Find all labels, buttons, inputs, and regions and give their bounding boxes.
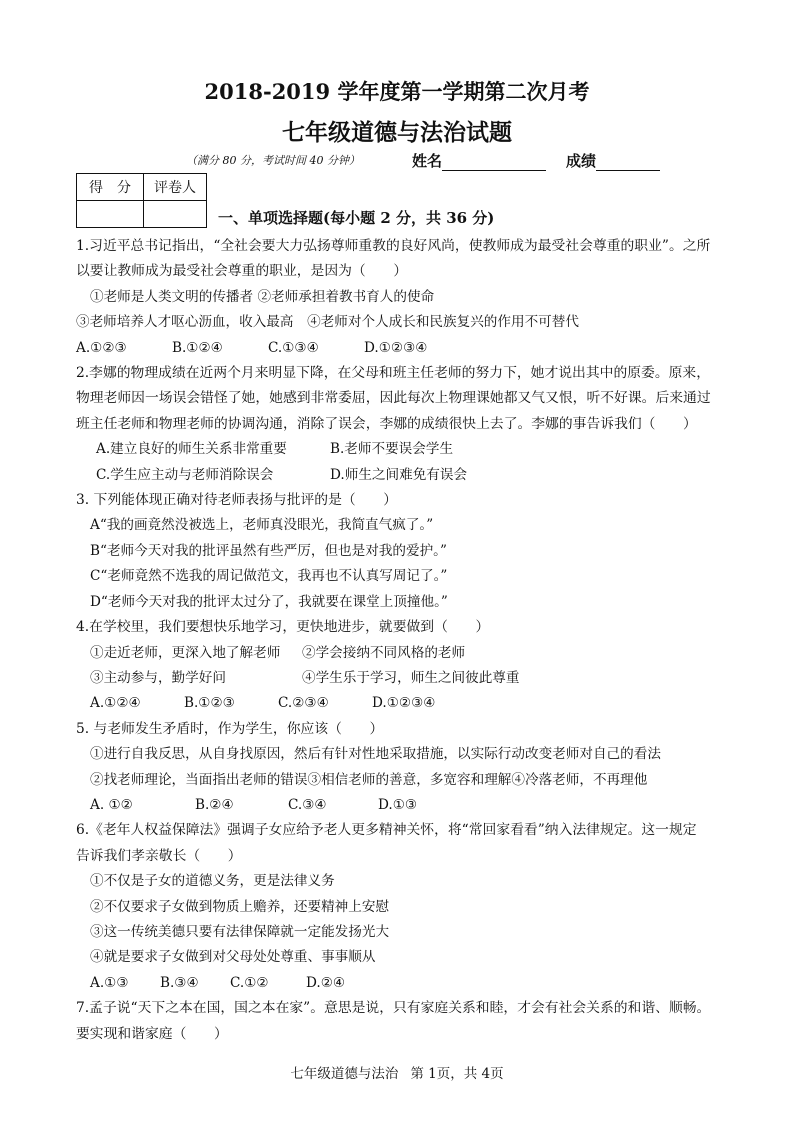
- question-stem: 要实现和谐家庭（ ）: [76, 1025, 228, 1042]
- question-stem: 1.习近平总书记指出，“全社会要大力弘扬尊师重教的良好风尚，使教师成为最受社会尊重的职业”。之所: [76, 238, 711, 254]
- statement-line: ②找老师理论，当面指出老师的错误③相信老师的善意，多宽容和理解④冷落老师，不再理他: [90, 771, 648, 788]
- name-label: 姓名: [412, 152, 443, 170]
- option-b[interactable]: B.老师不要误会学生: [330, 441, 454, 458]
- name-field: [412, 150, 546, 171]
- statement-item: ②学会接纳不同风格的老师: [302, 644, 466, 661]
- statement-item: ③主动参与，勤学好问: [90, 669, 226, 686]
- score-field: [566, 150, 660, 171]
- option-b[interactable]: B.①②④: [172, 339, 223, 356]
- statement-line: ③这一传统美德只要有法律保障就一定能发扬光大: [90, 923, 390, 940]
- score-label: 成绩: [566, 152, 597, 170]
- option-d[interactable]: D.①②③④: [372, 695, 436, 712]
- page-footer: [0, 1062, 794, 1082]
- answer-options: [76, 463, 726, 488]
- option-b[interactable]: B.③④: [160, 974, 199, 991]
- question-stem: 6.《老年人权益保障法》强调子女应给予老人更多精神关怀，将“常回家看看”纳入法律规定。这一规定: [76, 822, 697, 839]
- option-a[interactable]: A.①②③: [76, 339, 127, 356]
- option-b[interactable]: B.①②③: [184, 695, 235, 712]
- answer-options: [76, 793, 726, 818]
- question-stem: 2.李娜的物理成绩在近两个月来明显下降，在父母和班主任老师的努力下，她才说出其中的原委。原来，: [76, 365, 711, 382]
- statement-line: [76, 641, 726, 666]
- question-stem: 7.孟子说“天下之本在国，国之本在家”。意思是说，只有家庭关系和睦，才会有社会关系的和谐、顺畅。: [76, 1000, 711, 1017]
- statement-line: [76, 666, 726, 691]
- option-b[interactable]: B“老师今天对我的批评虽然有些严厉，但也是对我的爱护。”: [90, 542, 447, 559]
- answer-options: [76, 437, 726, 462]
- option-d[interactable]: D“老师今天对我的批评太过分了，我就要在课堂上顶撞他。”: [90, 593, 448, 610]
- name-blank[interactable]: [442, 155, 546, 171]
- exam-title: 2018-2019 学年度第一学期第二次月考: [204, 79, 590, 104]
- statement-item: ①走近老师，更深入地了解老师: [90, 644, 281, 661]
- footer-page-number: 第 1页，共 4页: [410, 1066, 504, 1082]
- statement-line: ②不仅要求子女做到物质上赡养，还要精神上安慰: [90, 898, 390, 915]
- score-table: [76, 173, 207, 228]
- grader-header: 评卷人: [144, 174, 207, 201]
- answer-options: [76, 691, 726, 716]
- answer-options: [76, 336, 726, 361]
- score-blank[interactable]: [596, 155, 660, 171]
- score-header: 得 分: [77, 174, 144, 201]
- question-stem: 物理老师因一场误会错怪了她，她感到非常委屈，因此每次上物理课她都又气又恨，听不好课。后来通过: [76, 390, 711, 407]
- option-d[interactable]: D.①②③④: [364, 339, 428, 356]
- statement-line: ①进行自我反思，从自身找原因，然后有针对性地采取措施，以实际行动改变老师对自己的看法: [90, 746, 661, 763]
- option-a[interactable]: A“我的画竟然没被选上，老师真没眼光，我简直气疯了。”: [90, 517, 434, 534]
- section-title: 一、单项选择题(每小题 2 分，共 36 分): [218, 209, 495, 227]
- exam-meta: （满分 80 分，考试时间 40 分钟）: [186, 154, 360, 167]
- statement-item: ④学生乐于学习，师生之间彼此尊重: [302, 669, 520, 686]
- option-a[interactable]: A.①②④: [90, 695, 141, 712]
- statement-line: ①不仅是子女的道德义务，更是法律义务: [90, 873, 335, 890]
- option-c[interactable]: C.②③④: [278, 695, 329, 712]
- question-stem: 班主任老师和物理老师的协调沟通，消除了误会，李娜的成绩很快上去了。李娜的事告诉我们（ ）: [76, 415, 697, 432]
- option-d[interactable]: D.②④: [306, 974, 346, 991]
- question-stem: 4.在学校里，我们要想快乐地学习，更快地进步，就要做到（ ）: [76, 619, 490, 636]
- question-stem: 3. 下列能体现正确对待老师表扬与批评的是（ ）: [76, 492, 398, 509]
- option-c[interactable]: C.①②: [230, 974, 269, 991]
- option-c[interactable]: C.学生应主动与老师消除误会: [96, 466, 274, 483]
- statement-line: ④就是要求子女做到对父母处处尊重、事事顺从: [90, 949, 376, 966]
- footer-subject: 七年级道德与法治: [290, 1066, 399, 1082]
- option-a[interactable]: A.①③: [90, 974, 129, 991]
- question-stem: 告诉我们孝亲敬长（ ）: [76, 847, 242, 864]
- option-a[interactable]: A.建立良好的师生关系非常重要: [96, 441, 287, 458]
- option-b[interactable]: B.②④: [195, 796, 234, 813]
- statement-line: ①老师是人类文明的传播者 ②老师承担着教书育人的使命: [90, 288, 435, 305]
- grader-cell[interactable]: [144, 201, 207, 228]
- option-d[interactable]: D.①③: [378, 796, 418, 813]
- option-c[interactable]: C.③④: [288, 796, 327, 813]
- answer-options: [76, 971, 726, 996]
- score-cell[interactable]: [77, 201, 144, 228]
- option-a[interactable]: A. ①②: [90, 796, 133, 813]
- question-list: [76, 234, 726, 1047]
- option-c[interactable]: C.①③④: [268, 339, 319, 356]
- option-d[interactable]: D.师生之间难免有误会: [330, 466, 468, 483]
- statement-line: ③老师培养人才呕心沥血，收入最高 ④老师对个人成长和民族复兴的作用不可替代: [76, 314, 579, 331]
- exam-subtitle: 七年级道德与法治试题: [282, 119, 512, 146]
- question-stem: 5. 与老师发生矛盾时，作为学生，你应该（ ）: [76, 720, 384, 737]
- question-stem: 以要让教师成为最受社会尊重的职业，是因为（ ）: [76, 263, 408, 280]
- option-c[interactable]: C“老师竟然不选我的周记做范文，我再也不认真写周记了。”: [90, 568, 448, 585]
